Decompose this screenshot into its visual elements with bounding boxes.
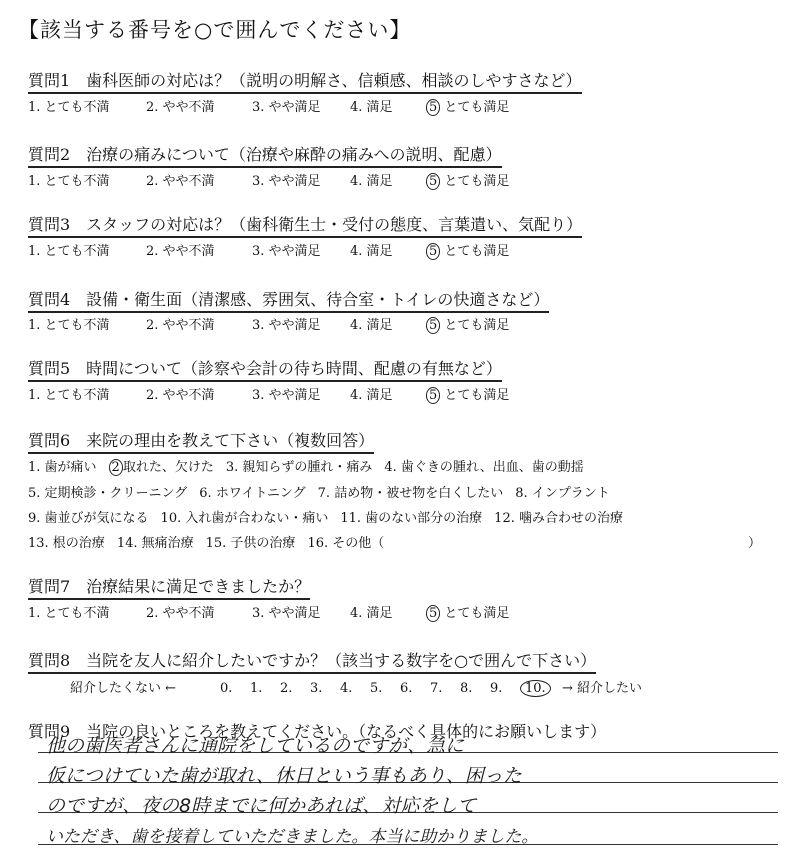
form-header: 【該当する番号を○で囲んでください】 bbox=[18, 18, 412, 42]
q6-selected-circle: 2 bbox=[109, 459, 123, 476]
q5-option-3[interactable]: 3. やや満足 bbox=[252, 388, 321, 403]
question-7-options bbox=[28, 602, 509, 622]
q3-option-4[interactable]: 4. 満足 bbox=[350, 244, 393, 259]
q4-option-1[interactable]: 1. とても不満 bbox=[28, 318, 110, 333]
question-6-row-2 bbox=[28, 482, 610, 501]
q2-option-4[interactable]: 4. 満足 bbox=[350, 174, 393, 189]
question-6-row-1 bbox=[28, 456, 584, 476]
question-8-scale bbox=[70, 677, 642, 697]
q8-option-5[interactable]: 5. bbox=[370, 681, 383, 696]
q6-option-14[interactable]: 14. 無痛治療 bbox=[116, 536, 194, 551]
q5-selected-circle: 5 bbox=[426, 387, 440, 404]
q6-option-9[interactable]: 9. 歯並びが気になる bbox=[28, 511, 149, 526]
q6-option-4[interactable]: 4. 歯ぐきの腫れ、出血、歯の動揺 bbox=[384, 460, 584, 475]
q6-option-1[interactable]: 1. 歯が痛い bbox=[28, 460, 97, 475]
question-1-options bbox=[28, 96, 509, 116]
q4-selected-circle: 5 bbox=[426, 317, 440, 334]
question-5-options bbox=[28, 384, 509, 404]
q7-option-1[interactable]: 1. とても不満 bbox=[28, 606, 110, 621]
question-6-row-4 bbox=[28, 532, 384, 551]
question-4-title: 質問4 設備・衛生面（清潔感、雰囲気、待合室・トイレの快適さなど） bbox=[28, 287, 549, 313]
question-7-title: 質問7 治療結果に満足できましたか？ bbox=[28, 574, 310, 600]
q8-option-0[interactable]: 0. bbox=[220, 681, 233, 696]
q8-option-8[interactable]: 8. bbox=[460, 681, 473, 696]
q6-option-3[interactable]: 3. 親知らずの腫れ・痛み bbox=[225, 460, 373, 475]
q7-option-3[interactable]: 3. やや満足 bbox=[252, 606, 321, 621]
q8-left-label: 紹介したくない ← bbox=[70, 681, 177, 696]
q9-answer-line-2[interactable]: 仮につけていた歯が取れ、休日という事もあり、困った bbox=[46, 765, 522, 787]
q3-option-3[interactable]: 3. やや満足 bbox=[252, 244, 321, 259]
q7-option-4[interactable]: 4. 満足 bbox=[350, 606, 393, 621]
q6-option-11[interactable]: 11. 歯のない部分の治療 bbox=[340, 511, 483, 526]
question-3-title: 質問3 スタッフの対応は？（歯科衛生士・受付の態度、言葉遣い、気配り） bbox=[28, 212, 582, 238]
q1-selected-circle: 5 bbox=[426, 99, 440, 116]
q8-option-1[interactable]: 1. bbox=[250, 681, 263, 696]
q8-option-4[interactable]: 4. bbox=[340, 681, 353, 696]
q3-option-1[interactable]: 1. とても不満 bbox=[28, 244, 110, 259]
q1-option-4[interactable]: 4. 満足 bbox=[350, 100, 393, 115]
q6-other-close-paren: ） bbox=[748, 536, 762, 551]
question-8-title: 質問8 当院を友人に紹介したいですか？（該当する数字を○で囲んで下さい） bbox=[28, 648, 596, 674]
q8-option-10[interactable] bbox=[520, 680, 562, 697]
q1-option-5[interactable]: 5 とても満足 bbox=[426, 96, 509, 116]
q8-selected-circle: 10. bbox=[520, 680, 551, 697]
q3-selected-circle: 5 bbox=[426, 243, 440, 260]
q8-option-2[interactable]: 2. bbox=[280, 681, 293, 696]
q5-option-5[interactable]: 5 とても満足 bbox=[426, 384, 509, 404]
q3-option-5[interactable]: 5 とても満足 bbox=[426, 240, 509, 260]
q7-option-5[interactable]: 5 とても満足 bbox=[426, 602, 509, 622]
q2-option-3[interactable]: 3. やや満足 bbox=[252, 174, 321, 189]
q6-option-13[interactable]: 13. 根の治療 bbox=[28, 536, 105, 551]
q5-option-1[interactable]: 1. とても不満 bbox=[28, 388, 110, 403]
q7-selected-circle: 5 bbox=[426, 605, 440, 622]
q6-option-5[interactable]: 5. 定期検診・クリーニング bbox=[28, 486, 188, 501]
q8-option-7[interactable]: 7. bbox=[430, 681, 443, 696]
q6-option-6[interactable]: 6. ホワイトニング bbox=[199, 486, 306, 501]
q5-option-2[interactable]: 2. やや不満 bbox=[146, 388, 215, 403]
q4-option-5[interactable]: 5 とても満足 bbox=[426, 314, 509, 334]
question-4-options bbox=[28, 314, 509, 334]
question-6-title: 質問6 来院の理由を教えて下さい（複数回答） bbox=[28, 428, 374, 454]
q2-option-2[interactable]: 2. やや不満 bbox=[146, 174, 215, 189]
q4-option-3[interactable]: 3. やや満足 bbox=[252, 318, 321, 333]
q8-option-6[interactable]: 6. bbox=[400, 681, 413, 696]
question-9-title: 質問9 当院の良いところを教えてください。（なるべく具体的にお願いします） bbox=[28, 722, 607, 741]
q1-option-2[interactable]: 2. やや不満 bbox=[146, 100, 215, 115]
q2-selected-circle: 5 bbox=[426, 173, 440, 190]
q6-option-16[interactable]: 16. その他（ bbox=[307, 536, 385, 551]
q3-option-2[interactable]: 2. やや不満 bbox=[146, 244, 215, 259]
q8-option-3[interactable]: 3. bbox=[310, 681, 323, 696]
q9-answer-line-1[interactable]: 他の歯医者さんに通院をしているのですが、急に bbox=[46, 735, 465, 757]
q6-option-8[interactable]: 8. インプラント bbox=[515, 486, 610, 501]
q6-option-12[interactable]: 12. 噛み合わせの治療 bbox=[494, 511, 623, 526]
q2-option-1[interactable]: 1. とても不満 bbox=[28, 174, 110, 189]
q9-answer-line-3[interactable]: のですが、夜の8時までに何かあれば、対応をして bbox=[46, 795, 477, 817]
question-1-title: 質問1 歯科医師の対応は？（説明の明解さ、信頼感、相談のしやすさなど） bbox=[28, 68, 582, 94]
question-5-title: 質問5 時間について（診察や会計の待ち時間、配慮の有無など） bbox=[28, 356, 502, 382]
q2-option-5[interactable]: 5 とても満足 bbox=[426, 170, 509, 190]
q6-option-10[interactable]: 10. 入れ歯が合わない・痛い bbox=[160, 511, 329, 526]
q6-option-15[interactable]: 15. 子供の治療 bbox=[205, 536, 296, 551]
q6-option-7[interactable]: 7. 詰め物・被せ物を白くしたい bbox=[317, 486, 504, 501]
q5-option-4[interactable]: 4. 満足 bbox=[350, 388, 393, 403]
q8-option-9[interactable]: 9. bbox=[490, 681, 503, 696]
question-2-title: 質問2 治療の痛みについて（治療や麻酔の痛みへの説明、配慮） bbox=[28, 142, 502, 168]
question-2-options bbox=[28, 170, 509, 190]
q8-right-label: → 紹介したい bbox=[562, 681, 643, 696]
question-3-options bbox=[28, 240, 509, 260]
q4-option-4[interactable]: 4. 満足 bbox=[350, 318, 393, 333]
question-6-row-3 bbox=[28, 507, 623, 526]
q1-option-3[interactable]: 3. やや満足 bbox=[252, 100, 321, 115]
q9-answer-line-4[interactable]: いただき、歯を接着していただきました。本当に助かりました。 bbox=[46, 827, 539, 847]
q6-option-2[interactable]: 2 取れた、欠けた bbox=[109, 456, 214, 476]
q7-option-2[interactable]: 2. やや不満 bbox=[146, 606, 215, 621]
q4-option-2[interactable]: 2. やや不満 bbox=[146, 318, 215, 333]
q1-option-1[interactable]: 1. とても不満 bbox=[28, 100, 110, 115]
